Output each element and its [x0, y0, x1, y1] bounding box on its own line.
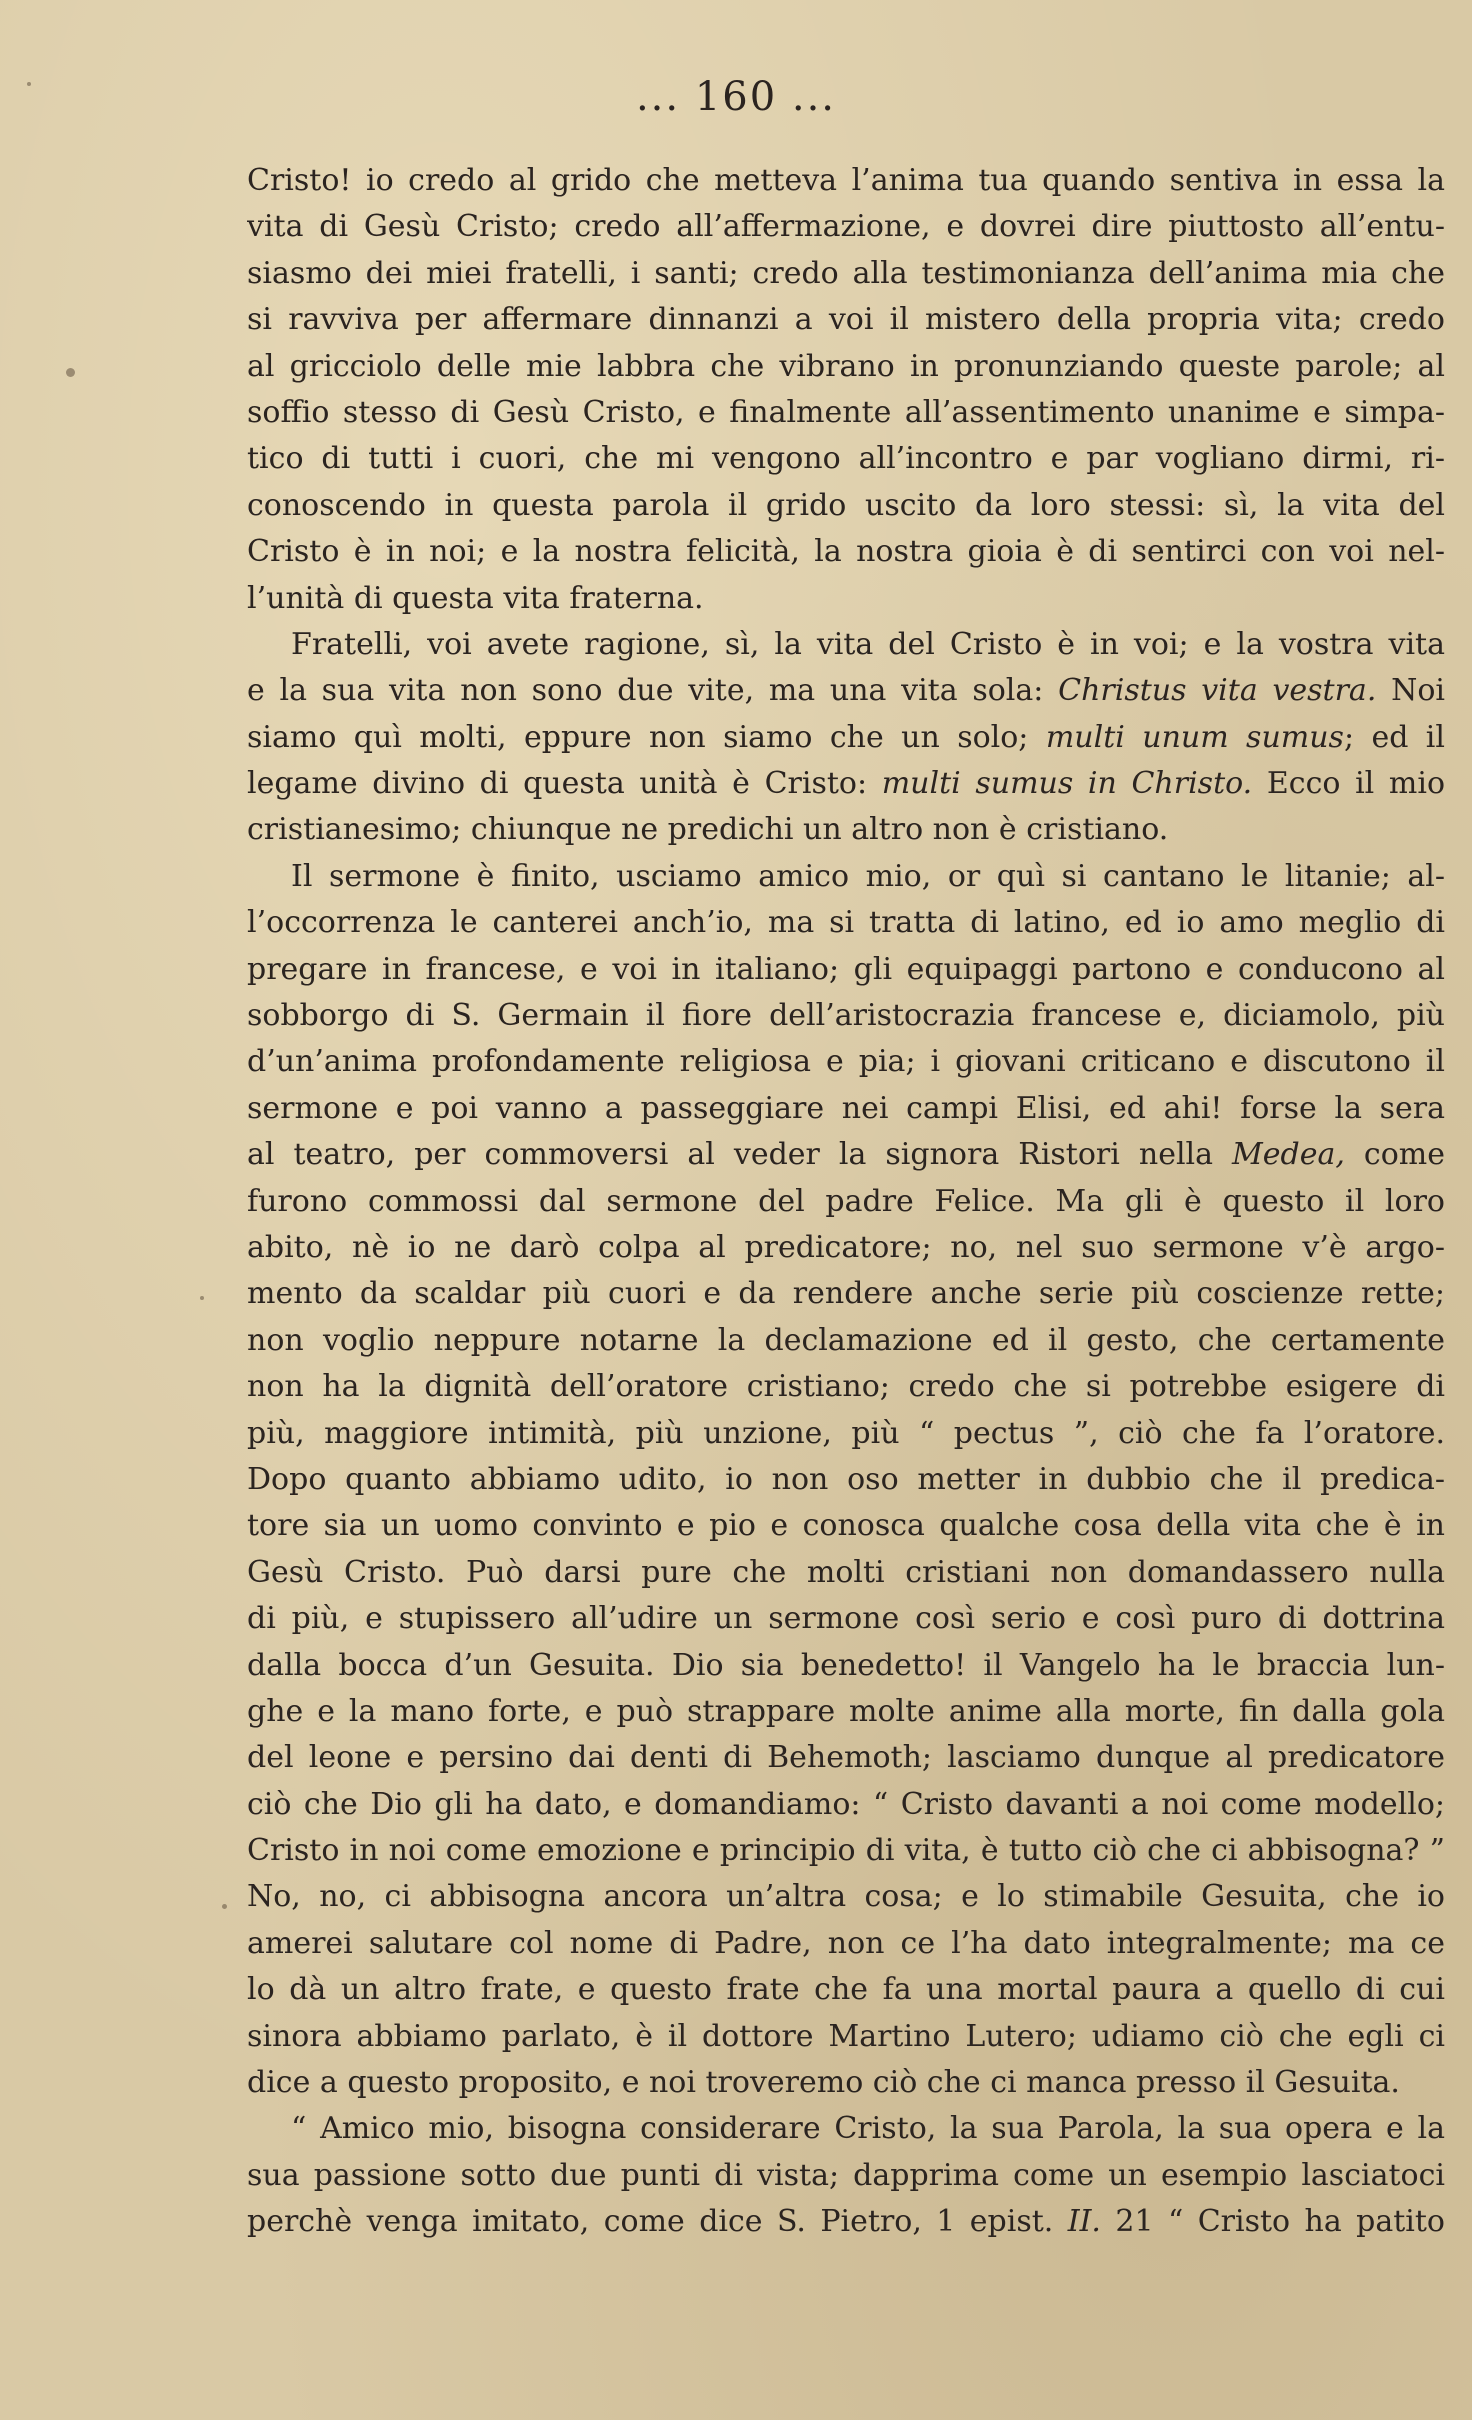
text-segment: e la sua vita non sono due vite, ma una vita sola:	[247, 673, 1059, 709]
text-segment: tico di tutti i cuori, che mi vengono all’incontro e par vogliano dirmi, ri-	[247, 441, 1445, 477]
text-line	[247, 1828, 1445, 1874]
text-line	[247, 1967, 1445, 2013]
text-segment: “ Amico mio, bisogna considerare Cristo, la sua Parola, la sua opera e la	[291, 2111, 1445, 2147]
text-line	[247, 1689, 1445, 1735]
text-line	[247, 900, 1445, 946]
paragraph-2	[247, 622, 1445, 854]
text-line	[247, 529, 1445, 575]
text-line	[247, 1503, 1445, 1549]
paragraph-3	[247, 854, 1445, 2107]
text-line	[247, 1596, 1445, 1642]
text-line	[247, 2014, 1445, 2060]
text-segment: sua passione sotto due punti di vista; dapprima come un esempio lasciatoci	[247, 2157, 1445, 2193]
text-segment: Fratelli, voi avete ragione, sì, la vita del Cristo è in voi; e la vostra vita	[291, 626, 1445, 662]
text-segment: dice a questo proposito, e noi troveremo ciò che ci manca presso il Gesuita.	[247, 2065, 1400, 2101]
text-segment: 21 “ Cristo ha patito	[1100, 2204, 1445, 2240]
text-line	[247, 2060, 1445, 2106]
text-segment: soffio stesso di Gesù Cristo, e finalmente all’assentimento unanime e simpa-	[247, 394, 1445, 430]
text-segment: Cristo in noi come emozione e principio di vita, è tutto ciò che ci abbisogna? ”	[247, 1833, 1445, 1869]
text-line	[247, 1550, 1445, 1596]
text-line	[247, 1039, 1445, 1085]
text-segment: l’occorrenza le canterei anch’io, ma si tratta di latino, ed io amo meglio di	[247, 905, 1445, 941]
text-segment: Cristo è in noi; e la nostra felicità, la nostra gioia è di sentirci con voi nel-	[247, 534, 1445, 570]
text-line	[247, 1921, 1445, 1967]
text-segment: ; ed il	[1343, 719, 1445, 755]
text-segment: non ha la dignità dell’oratore cristiano; credo che si potrebbe esigere di	[247, 1369, 1445, 1405]
text-line	[247, 1457, 1445, 1503]
italic-phrase: multi unum sumus	[1045, 719, 1344, 755]
text-line	[247, 297, 1445, 343]
text-segment: perchè venga imitato, come dice S. Pietro, 1 epist.	[247, 2204, 1068, 2240]
text-line	[247, 2199, 1445, 2245]
text-line	[247, 204, 1445, 250]
text-segment: si ravviva per affermare dinnanzi a voi il mistero della propria vita; credo	[247, 302, 1445, 338]
text-segment: conoscendo in questa parola il grido uscito da loro stessi: sì, la vita del	[247, 487, 1445, 523]
text-segment: amerei salutare col nome di Padre, non ce l’ha dato integralmente; ma ce	[247, 1925, 1445, 1961]
text-line	[247, 1086, 1445, 1132]
paragraph-4	[247, 2106, 1445, 2245]
text-line	[247, 1225, 1445, 1271]
text-line	[247, 993, 1445, 1039]
text-line	[247, 158, 1445, 204]
scan-speck	[200, 1296, 204, 1300]
text-line	[247, 668, 1445, 714]
text-segment: d’un’anima profondamente religiosa e pia; i giovani criticano e discutono il	[247, 1044, 1445, 1080]
text-segment: No, no, ci abbisogna ancora un’altra cosa; e lo stimabile Gesuita, che io	[247, 1879, 1445, 1915]
page-number: ... 160 ...	[635, 74, 837, 120]
italic-phrase: multi sumus in Christo.	[881, 766, 1253, 802]
text-line	[247, 1318, 1445, 1364]
text-line	[247, 761, 1445, 807]
text-segment: Noi	[1376, 673, 1445, 709]
text-segment: vita di Gesù Cristo; credo all’affermazione, e dovrei dire piuttosto all’entu-	[247, 209, 1445, 245]
text-segment: ciò che Dio gli ha dato, e domandiamo: “ Cristo davanti a noi come modello;	[247, 1786, 1445, 1822]
text-segment: mento da scaldar più cuori e da rendere anche serie più coscienze rette;	[247, 1276, 1445, 1312]
text-segment: siamo quì molti, eppure non siamo che un solo;	[247, 719, 1046, 755]
text-segment: lo dà un altro frate, e questo frate che fa una mortal paura a quello di cui	[247, 1972, 1445, 2008]
text-line	[247, 390, 1445, 436]
text-line	[247, 1179, 1445, 1225]
text-line	[247, 947, 1445, 993]
text-segment: al teatro, per commoversi al veder la signora Ristori nella	[247, 1137, 1233, 1173]
text-segment: tore sia un uomo convinto e pio e conosca qualche cosa della vita che è in	[247, 1508, 1445, 1544]
text-line	[247, 2106, 1445, 2152]
text-line	[247, 622, 1445, 668]
page-body-text	[247, 158, 1445, 2246]
text-segment: sinora abbiamo parlato, è il dottore Martino Lutero; udiamo ciò che egli ci	[247, 2018, 1445, 2054]
text-segment: l’unità di questa vita fraterna.	[247, 580, 704, 616]
text-segment: Il sermone è finito, usciamo amico mio, or quì si cantano le litanie; al-	[291, 858, 1445, 894]
text-segment: pregare in francese, e voi in italiano; gli equipaggi partono e conducono al	[247, 951, 1445, 987]
text-segment: sermone e poi vanno a passeggiare nei campi Elisi, ed ahi! forse la sera	[247, 1090, 1445, 1126]
text-segment: dalla bocca d’un Gesuita. Dio sia benedetto! il Vangelo ha le braccia lun-	[247, 1647, 1445, 1683]
text-segment: siasmo dei miei fratelli, i santi; credo alla testimonianza dell’anima mia che	[247, 255, 1445, 291]
scan-speck	[66, 368, 75, 377]
text-segment: abito, nè io ne darò colpa al predicatore; no, nel suo sermone v’è argo-	[247, 1229, 1445, 1265]
text-segment: del leone e persino dai denti di Behemoth; lasciamo dunque al predicatore	[247, 1740, 1445, 1776]
text-segment: cristianesimo; chiunque ne predichi un altro non è cristiano.	[247, 812, 1169, 848]
italic-phrase: Christus vita vestra.	[1058, 673, 1377, 709]
text-line	[247, 1735, 1445, 1781]
text-line	[247, 1364, 1445, 1410]
scan-speck	[222, 1904, 227, 1909]
italic-phrase: II.	[1067, 2204, 1101, 2240]
text-line	[247, 483, 1445, 529]
text-segment: come	[1344, 1137, 1445, 1173]
text-line	[247, 1271, 1445, 1317]
paragraph-1	[247, 158, 1445, 622]
text-line	[247, 1874, 1445, 1920]
text-line	[247, 1411, 1445, 1457]
text-segment: ghe e la mano forte, e può strappare molte anime alla morte, fin dalla gola	[247, 1693, 1445, 1729]
text-segment: Dopo quanto abbiamo udito, io non oso metter in dubbio che il predica-	[247, 1461, 1445, 1497]
text-line	[247, 854, 1445, 900]
text-line	[247, 251, 1445, 297]
text-segment: Gesù Cristo. Può darsi pure che molti cristiani non domandassero nulla	[247, 1554, 1445, 1590]
text-segment: al gricciolo delle mie labbra che vibrano in pronunziando queste parole; al	[247, 348, 1445, 384]
text-line	[247, 576, 1445, 622]
text-segment: più, maggiore intimità, più unzione, più “ pectus ”, ciò che fa l’oratore.	[247, 1415, 1445, 1451]
text-segment: furono commossi dal sermone del padre Felice. Ma gli è questo il loro	[247, 1183, 1445, 1219]
text-line	[247, 1132, 1445, 1178]
text-line	[247, 436, 1445, 482]
text-segment: legame divino di questa unità è Cristo:	[247, 766, 882, 802]
text-line	[247, 344, 1445, 390]
text-line	[247, 1643, 1445, 1689]
text-segment: di più, e stupissero all’udire un sermone così serio e così puro di dottrina	[247, 1601, 1445, 1637]
text-line	[247, 807, 1445, 853]
text-segment: Ecco il mio	[1252, 766, 1445, 802]
text-line	[247, 715, 1445, 761]
text-segment: sobborgo di S. Germain il fiore dell’aristocrazia francese e, diciamolo, più	[247, 998, 1445, 1034]
text-segment: non voglio neppure notarne la declamazione ed il gesto, che certamente	[247, 1322, 1445, 1358]
text-segment: Cristo! io credo al grido che metteva l’anima tua quando sentiva in essa la	[247, 163, 1445, 198]
italic-phrase: Medea,	[1232, 1137, 1345, 1173]
text-line	[247, 2153, 1445, 2199]
scan-speck	[27, 82, 31, 86]
text-line	[247, 1782, 1445, 1828]
